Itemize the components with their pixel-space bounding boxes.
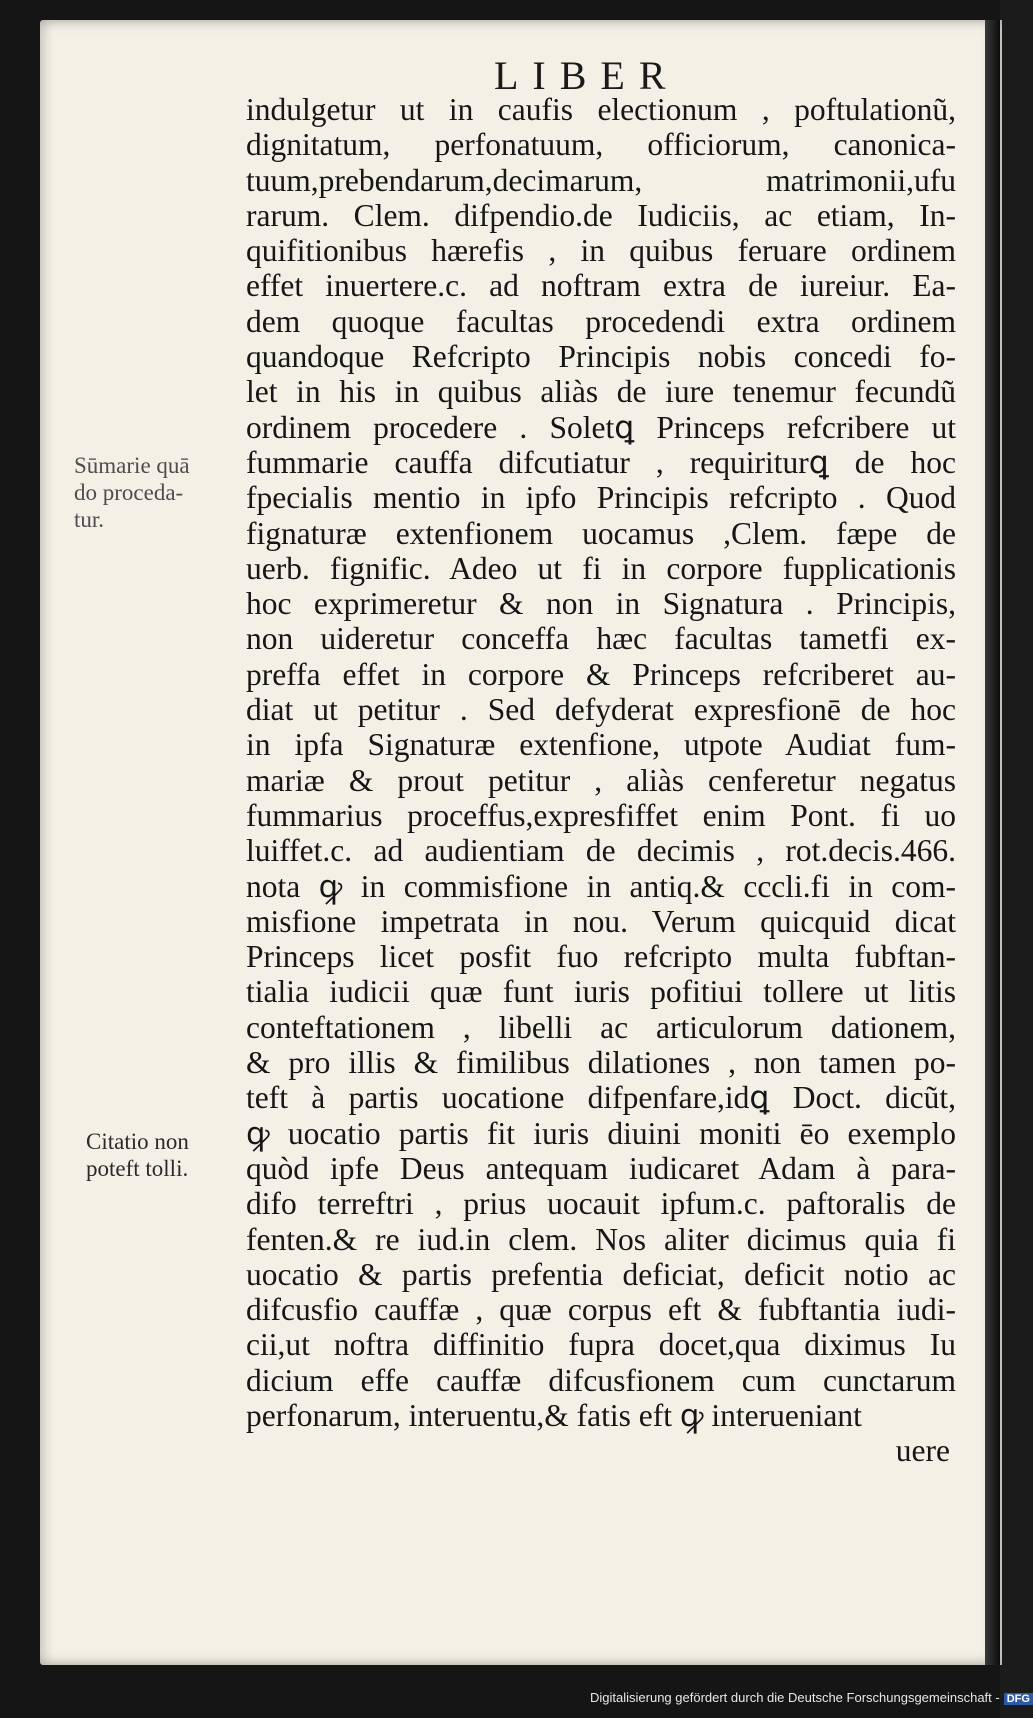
- marginal-note-line: Sūmarie quā: [74, 453, 190, 478]
- page-edge-shadow: [985, 20, 1000, 1665]
- text-line: fignaturæ extenfionem uocamus ,Clem. fæpe de: [246, 515, 956, 551]
- text-line: let in his in quibus aliàs de iure tenemur fecundũ: [246, 374, 956, 410]
- text-line: uocatio & partis prefentia deficiat, deficit notio ac: [246, 1256, 956, 1292]
- catchword: uere: [895, 1433, 950, 1469]
- marginal-note-line: do proceda-: [74, 480, 184, 505]
- text-line: non uideretur conceffa hæc facultas tametfi ex-: [246, 621, 956, 657]
- marginal-note-citation: [86, 1128, 189, 1182]
- text-line: ordinem procedere . Soletꝗ Princeps refcribere ut: [246, 409, 956, 445]
- text-line: Princeps licet posfit fuo refcripto multa fubftan-: [246, 939, 956, 975]
- text-line: quifitionibus hærefis , in quibus feruare ordinem: [246, 233, 956, 269]
- text-line: fpecialis mentio in ipfo Principis refcripto . Quod: [246, 480, 956, 516]
- text-line: nota ꝙ in commisfione in antiq.& cccli.fi in com-: [246, 868, 956, 904]
- footer-text: Digitalisierung gefördert durch die Deutsche Forschungsgemeinschaft -: [590, 1690, 1000, 1705]
- marginal-note-summary: [74, 452, 190, 533]
- text-line: luiffet.c. ad audientiam de decimis , rot.decis.466.: [246, 833, 956, 869]
- text-line: effet inuertere.c. ad noftram extra de iureiur. Ea-: [246, 268, 956, 304]
- marginal-note-line: Citatio non: [86, 1129, 189, 1154]
- text-line: quòd ipfe Deus antequam iudicaret Adam à para-: [246, 1150, 956, 1186]
- text-line: tialia iudicii quæ funt iuris pofitiui tollere ut litis: [246, 974, 956, 1010]
- main-text-block: [246, 92, 956, 1469]
- footer-credit: [590, 1690, 1033, 1705]
- text-line: difcusfio cauffæ , quæ corpus eft & fubftantia iudi-: [246, 1292, 956, 1328]
- text-line: cii,ut noftra diffinitio fupra docet,qua diximus Iu: [246, 1327, 956, 1363]
- text-line: teft à partis uocatione difpenfare,idꝗ Doct. dicũt,: [246, 1080, 956, 1116]
- running-head: LIBER: [494, 53, 680, 98]
- text-line: & pro illis & fimilibus dilationes , non tamen po-: [246, 1045, 956, 1081]
- text-line: mariæ & prout petitur , aliàs cenferetur negatus: [246, 762, 956, 798]
- marginal-note-line: tur.: [74, 507, 105, 532]
- text-line: ꝙ uocatio partis fit iuris diuini moniti ēo exemplo: [246, 1115, 956, 1151]
- text-line: conteftationem , libelli ac articulorum dationem,: [246, 1009, 956, 1045]
- text-line: fummarie cauffa difcutiatur , requiriturꝗ de hoc: [246, 444, 956, 480]
- text-line: tuum,prebendarum,decimarum, matrimonii,ufu: [246, 162, 956, 198]
- text-line: dem quoque facultas procedendi extra ordinem: [246, 303, 956, 339]
- dfg-logo: DFG: [1004, 1693, 1033, 1705]
- text-line: diat ut petitur . Sed defyderat expresfionē de hoc: [246, 692, 956, 728]
- text-line: misfione impetrata in nou. Verum quicquid dicat: [246, 903, 956, 939]
- text-line: indulgetur ut in caufis electionum , poftulationũ,: [246, 92, 956, 127]
- text-line: quandoque Refcripto Principis nobis concedi fo-: [246, 339, 956, 375]
- text-line: rarum. Clem. difpendio.de Iudiciis, ac etiam, In-: [246, 197, 956, 233]
- text-line: hoc exprimeretur & non in Signatura . Principis,: [246, 586, 956, 622]
- text-line: perfonarum, interuentu,& fatis eft ꝙ interueniant: [246, 1397, 862, 1433]
- text-line: dignitatum, perfonatuum, officiorum, canonica-: [246, 127, 956, 163]
- text-line: fummarius proceffus,expresfiffet enim Pont. fi uo: [246, 797, 956, 833]
- text-line: in ipfa Signaturæ extenfione, utpote Audiat fum-: [246, 727, 956, 763]
- text-line: preffa effet in corpore & Princeps refcriberet au-: [246, 656, 956, 692]
- text-line: difo terreftri , prius uocauit ipfum.c. paftoralis de: [246, 1186, 956, 1222]
- text-line: dicium effe cauffæ difcusfionem cum cunctarum: [246, 1362, 956, 1398]
- text-line: fenten.& re iud.in clem. Nos aliter dicimus quia fi: [246, 1221, 956, 1257]
- marginal-note-line: poteft tolli.: [86, 1156, 189, 1181]
- text-line: uerb. fignific. Adeo ut fi in corpore fupplicationis: [246, 550, 956, 586]
